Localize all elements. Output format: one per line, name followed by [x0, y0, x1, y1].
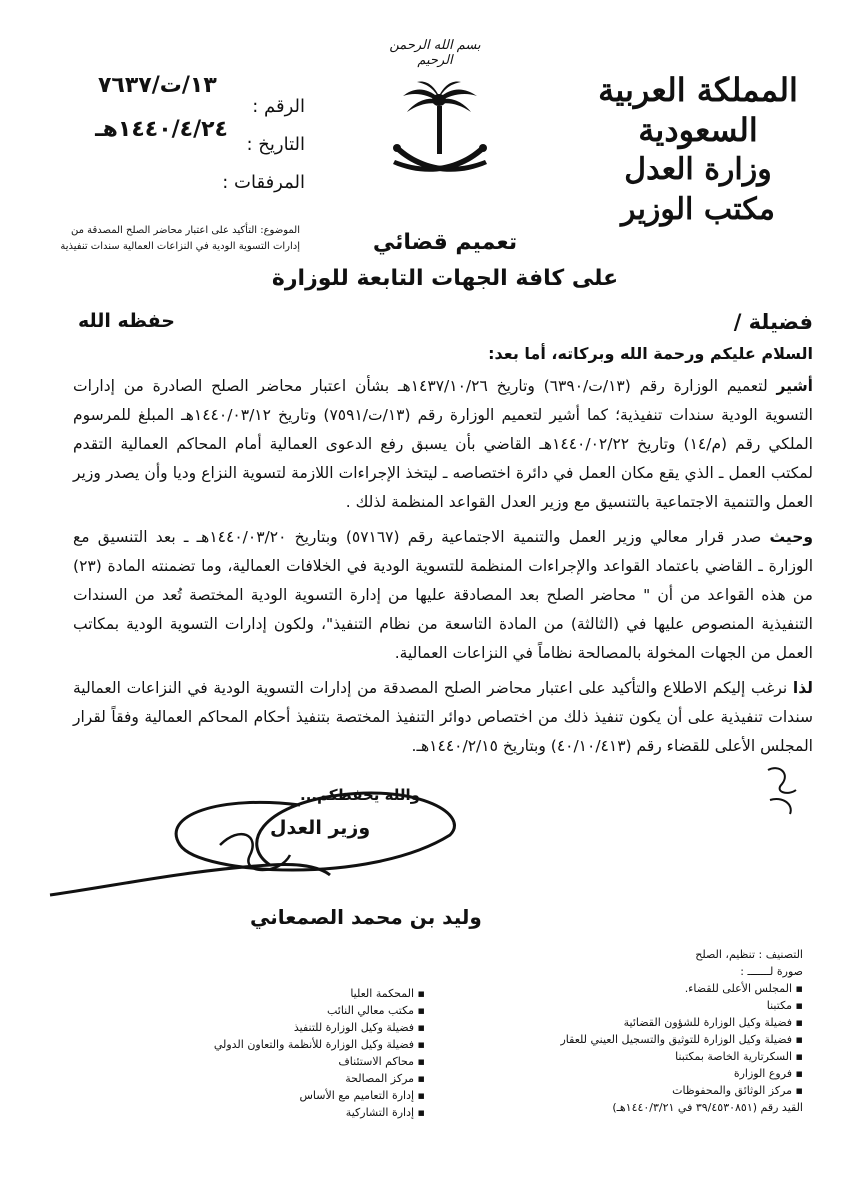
paragraph-2-lead: وحيث [769, 528, 814, 546]
distribution-list-left [165, 985, 425, 1121]
circular-title: تعميم قضائي [372, 230, 518, 255]
copy-to-label: صورة لـــــــ : [740, 965, 803, 978]
letter-body [73, 372, 813, 761]
office-name: مكتب الوزير [621, 192, 775, 227]
saudi-emblem-icon [385, 78, 495, 198]
meta-values [95, 64, 228, 152]
basmala: بسم الله الرحمن الرحيم [389, 38, 481, 68]
list-item: ▪ فضيلة وكيل الوزارة للتوثيق والتسجيل العيني للعقار [560, 1033, 803, 1046]
minister-signature-icon [40, 775, 470, 925]
list-item: ▪ فضيلة وكيل الوزارة للتنفيذ [293, 1021, 425, 1034]
number-value: ١٣/ت/٧٦٣٧ [98, 73, 217, 98]
initials-mark-icon [760, 760, 810, 820]
classification: التصنيف : تنظيم، الصلح [695, 948, 803, 961]
paragraph-1-text: لتعميم الوزارة رقم (١٣/ت/٦٣٩٠) وتاريخ ١٤٣٧/١٠/٢٦هـ بشأن اعتبار محاضر الصلح الصادرة من إدارات التسوية الودية سندات تنفيذية؛ كما أشير لتعميم الوزارة رقم (١٣/ت/٧٥٩١) وتاريخ ١٤٤٠/٠٣/١٢هـ المبلغ للمرسوم الملكي رقم (م/١٤) وتاريخ ١٤٤٠/٠٢/٢٢هـ القاضي بأن يسبق رفع الدعوى العمالية أمام المحاكم العمالية التقدم لمكتب العمل ـ الذي يقع مكان العمل في دائرة اختصاصه ـ ليتخذ الإجراءات اللازمة لتسوية النزاع وديا وأن يصدر وزير العمل والتنمية الاجتماعية بالتنسيق مع وزير العدل القواعد المنظمة لذلك . [73, 377, 813, 511]
list-item: ▪ مركز المصالحة [345, 1072, 425, 1085]
number-label: الرقم : [252, 96, 305, 117]
attachments-label: المرفقات : [222, 172, 305, 193]
list-item: ▪ فضيلة وكيل الوزارة للشؤون القضائية [623, 1016, 803, 1029]
list-item: ▪ فضيلة وكيل الوزارة للأنظمة والتعاون الدولي [213, 1038, 425, 1051]
registration-number: القيد رقم (٣٩/٤٥٣٠٨٥١ في ١٤٤٠/٣/٢١هـ) [612, 1101, 803, 1114]
ministry-name: وزارة العدل [624, 152, 772, 187]
paragraph-2-text: صدر قرار معالي وزير العمل والتنمية الاجتماعية رقم (٥٧١٦٧) وبتاريخ ١٤٤٠/٠٣/٢٠هـ ـ بعد التنسيق مع الوزارة ـ القاضي باعتماد القواعد والإجراءات المنظمة للتسوية الودية في الخلافات العمالية، وما تضمنته المادة (٢٣) من هذه القواعد من أن " محاضر الصلح بعد المصادقة عليها من إدارة التسوية الودية المختصة تُعد من السندات التنفيذية المنصوص عليها في (الثالثة) من المادة التاسعة من نظام التنفيذ"، ولكون إدارات التسوية الودية بمكاتب العمل من الجهات المخولة بالمصالحة نظاماً في النزاعات العمالية. [73, 528, 813, 662]
list-item: ▪ السكرتارية الخاصة بمكتبنا [675, 1050, 803, 1063]
paragraph-3-lead: لذا [792, 679, 813, 697]
date-value: ١٤٤٠/٤/٢٤هـ [95, 117, 228, 142]
kingdom-name: المملكة العربية السعودية [598, 71, 798, 149]
subject-line: الموضوع: التأكيد على اعتبار محاضر الصلح المصدقة من إدارات التسوية الودية في النزاعات العمالية سندات تنفيذية [60, 225, 300, 252]
circular-recipients: على كافة الجهات التابعة للوزارة [271, 266, 619, 291]
paragraph-3 [73, 674, 813, 761]
minister-title: وزير العدل [270, 817, 371, 839]
addressee-label: فضيلة / [733, 310, 813, 334]
date-label: التاريخ : [246, 134, 305, 155]
greeting: السلام عليكم ورحمة الله وبركاته، أما بعد: [488, 344, 813, 363]
paragraph-1 [73, 372, 813, 517]
list-item: ▪ مكتبنا [766, 999, 803, 1012]
closing-phrase: والله يحفظكم... [300, 786, 420, 804]
honorific: حفظه الله [78, 310, 175, 332]
ministry-letterhead [573, 70, 823, 230]
meta-labels [215, 88, 305, 202]
list-item: ▪ إدارة التعاميم مع الأساس [299, 1089, 425, 1102]
paragraph-2 [73, 523, 813, 668]
list-item: ▪ المحكمة العليا [350, 987, 425, 1000]
list-item: ▪ محاكم الاستئناف [338, 1055, 425, 1068]
minister-name: وليد بن محمد الصمعاني [250, 905, 482, 929]
list-item: ▪ إدارة التشاركية [345, 1106, 425, 1119]
list-item: ▪ فروع الوزارة [733, 1067, 803, 1080]
paragraph-1-lead: أشير [776, 377, 813, 395]
list-item: ▪ المجلس الأعلى للقضاء. [684, 982, 803, 995]
list-item: ▪ مكتب معالي النائب [326, 1004, 425, 1017]
list-item: ▪ مركز الوثائق والمحفوظات [672, 1084, 803, 1097]
paragraph-3-text: نرغب إليكم الاطلاع والتأكيد على اعتبار محاضر الصلح المصدقة من إدارات التسوية الودية في النزاعات العمالية سندات تنفيذية على أن يكون تنفيذ ذلك من اختصاص دوائر التنفيذ المختصة بتنفيذ أحكام المحاكم العمالية وفقاً لقرار المجلس الأعلى للقضاء رقم (٤٠/١٠/٤١٣) وبتاريخ ١٤٤٠/٢/١٥هـ. [73, 679, 813, 755]
distribution-list-right [560, 946, 803, 1116]
